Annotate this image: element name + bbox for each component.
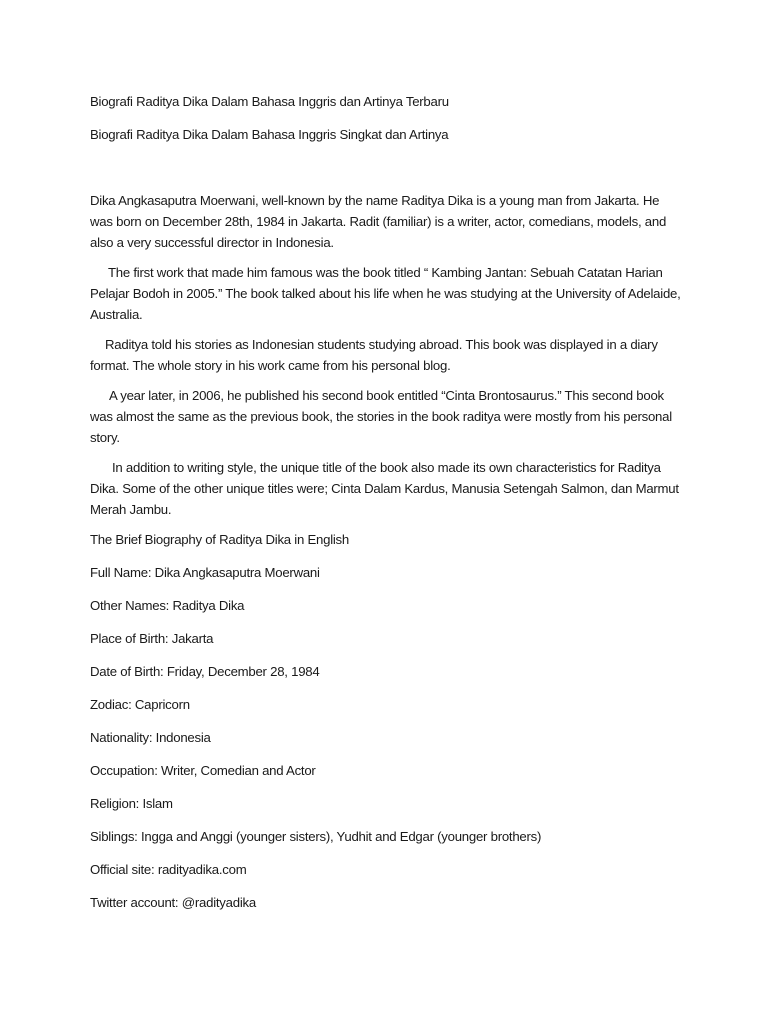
paragraph-first-work: The first work that made him famous was the book titled “ Kambing Jantan: Sebuah Catatan Harian Pelajar Bodoh in 2005.” The book talked about his life when he was studying at the University of Adelaide, Australia. xyxy=(90,265,681,322)
fact-siblings: Siblings: Ingga and Anggi (younger sisters), Yudhit and Edgar (younger brothers) xyxy=(90,829,542,844)
section-title-brief-biography: The Brief Biography of Raditya Dika in English xyxy=(90,532,349,547)
paragraph-intro: Dika Angkasaputra Moerwani, well-known by the name Raditya Dika is a young man from Jakarta. He was born on December 28th, 1984 in Jakarta. Radit (familiar) is a writer, actor, comedians, models, and also a very successful director in Indonesia. xyxy=(90,193,667,250)
document-subtitle: Biografi Raditya Dika Dalam Bahasa Inggris Singkat dan Artinya xyxy=(90,127,449,142)
fact-place-of-birth: Place of Birth: Jakarta xyxy=(90,631,214,646)
fact-twitter-account: Twitter account: @radityadika xyxy=(90,895,256,910)
document-body xyxy=(90,93,682,913)
fact-official-site: Official site: radityadika.com xyxy=(90,862,247,877)
biography-facts-list xyxy=(90,562,682,913)
fact-date-of-birth: Date of Birth: Friday, December 28, 1984 xyxy=(90,664,320,679)
paragraph-stories: Raditya told his stories as Indonesian students studying abroad. This book was displayed in a diary format. The whole story in his work came from his personal blog. xyxy=(90,337,658,373)
fact-nationality: Nationality: Indonesia xyxy=(90,730,211,745)
fact-other-names: Other Names: Raditya Dika xyxy=(90,598,245,613)
paragraph-second-book: A year later, in 2006, he published his second book entitled “Cinta Brontosaurus.” This second book was almost the same as the previous book, the stories in the book raditya were mostly from his personal story. xyxy=(90,388,672,445)
fact-full-name: Full Name: Dika Angkasaputra Moerwani xyxy=(90,565,320,580)
document-title: Biografi Raditya Dika Dalam Bahasa Inggris dan Artinya Terbaru xyxy=(90,94,449,109)
fact-zodiac: Zodiac: Capricorn xyxy=(90,697,190,712)
fact-occupation: Occupation: Writer, Comedian and Actor xyxy=(90,763,316,778)
fact-religion: Religion: Islam xyxy=(90,796,173,811)
paragraph-unique-titles: In addition to writing style, the unique title of the book also made its own characteristics for Raditya Dika. Some of the other unique titles were; Cinta Dalam Kardus, Manusia Setengah Salmon, dan Marmut Merah Jambu. xyxy=(90,460,679,517)
